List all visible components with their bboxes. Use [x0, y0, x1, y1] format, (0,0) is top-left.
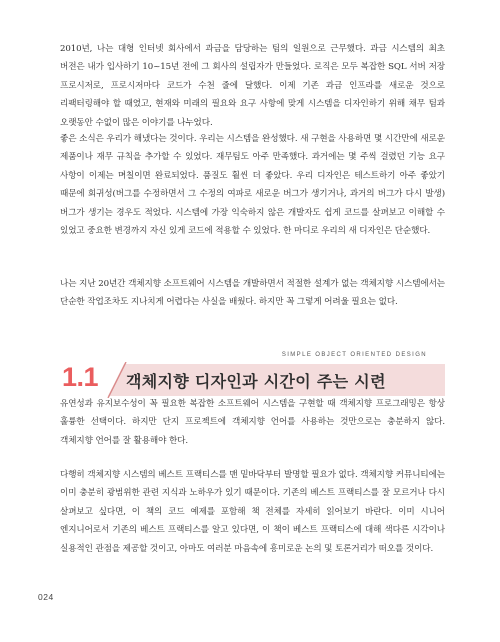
section-number: 1.1 [62, 362, 99, 392]
body-paragraph-3: 나는 지난 20년간 객체지향 소프트웨어 시스템을 개발하면서 적절한 설계가 없는 객체지향 시스템에서는 단순한 작업조차도 지나치게 어렵다는 사실을 배웠다. 하지만 꼭 그렇게 어려울 필요는 없다. [60, 279, 445, 308]
section-header [60, 352, 445, 398]
section-divider-slash [106, 362, 128, 398]
section-subtitle: SIMPLE OBJECT ORIENTED DESIGN [281, 352, 427, 358]
page-number: 024 [38, 592, 54, 602]
section-title: 객체지향 디자인과 시간이 주는 시련 [126, 372, 386, 391]
body-paragraph-4: 유연성과 유지보수성이 꼭 필요한 복잡한 소프트웨어 시스템을 구현할 때 객체지향 프로그래밍은 항상 훌륭한 선택이다. 하지만 단지 프로젝트에 객체지향 언어를 사용하는 것만으로는 충분하지 않다. 객체지향 언어를 잘 활용해야 한다. [60, 399, 445, 446]
body-paragraph-1: 2010년, 나는 대형 인터넷 회사에서 과금을 담당하는 팀의 일원으로 근무했다. 과금 시스템의 최초 버전은 내가 입사하기 10~15년 전에 그 회사의 설립자가 만들었다. 로직은 모두 복잡한 SQL 서버 저장 프로시저로, 프로시저마다 코드가 수천 줄에 달했다. 이제 기존 과금 인프라를 새로운 것으로 리팩터링해야 할 때였고, 현재와 미래의 필요와 요구 사항에 맞게 시스템을 디자인하기 위해 채무 팀과 오랫동안 수없이 많은 이야기를 나누었다. [60, 44, 445, 128]
body-paragraph-2: 좋은 소식은 우리가 해냈다는 것이다. 우리는 시스템을 완성했다. 새 구현을 사용하면 몇 시간만에 새로운 제품이나 재무 규칙을 추가할 수 있었다. 재무팀도 아주 만족했다. 과거에는 몇 주씩 걸렸던 기능 요구 사항이 이제는 며칠이면 완료되었다. 품질도 훨씬 더 좋았다. 우리 디자인은 테스트하기 아주 좋았기 때문에 회귀성(버그를 수정하면서 그 수정의 여파로 새로운 버그가 생기거나, 과거의 버그가 다시 발생) 버그가 생기는 경우도 적었다. 시스템에 가장 익숙하지 않은 개발자도 쉽게 코드를 살펴보고 이해할 수 있었고 중요한 변경까지 자신 있게 코드에 적용할 수 있었다. 한 마디로 우리의 새 디자인은 단순했다. [60, 134, 445, 237]
body-paragraph-5: 다행히 객체지향 시스템의 베스트 프랙티스를 맨 밑바닥부터 발명할 필요가 없다. 객체지향 커뮤니티에는 이미 충분히 광범위한 관련 지식과 노하우가 있기 때문이다. 기존의 베스트 프랙티스를 잘 모르거나 다시 살펴보고 싶다면, 이 책의 코드 예제를 포함해 책 전체를 자세히 읽어보기 바란다. 이미 시니어 엔지니어로서 기존의 베스트 프랙티스를 알고 있다면, 이 책이 베스트 프랙티스에 대해 색다른 시각이나 실용적인 관점을 제공할 것이고, 아마도 여러분 마음속에 흥미로운 논의 및 토론거리가 떠오를 것이다. [60, 470, 445, 554]
